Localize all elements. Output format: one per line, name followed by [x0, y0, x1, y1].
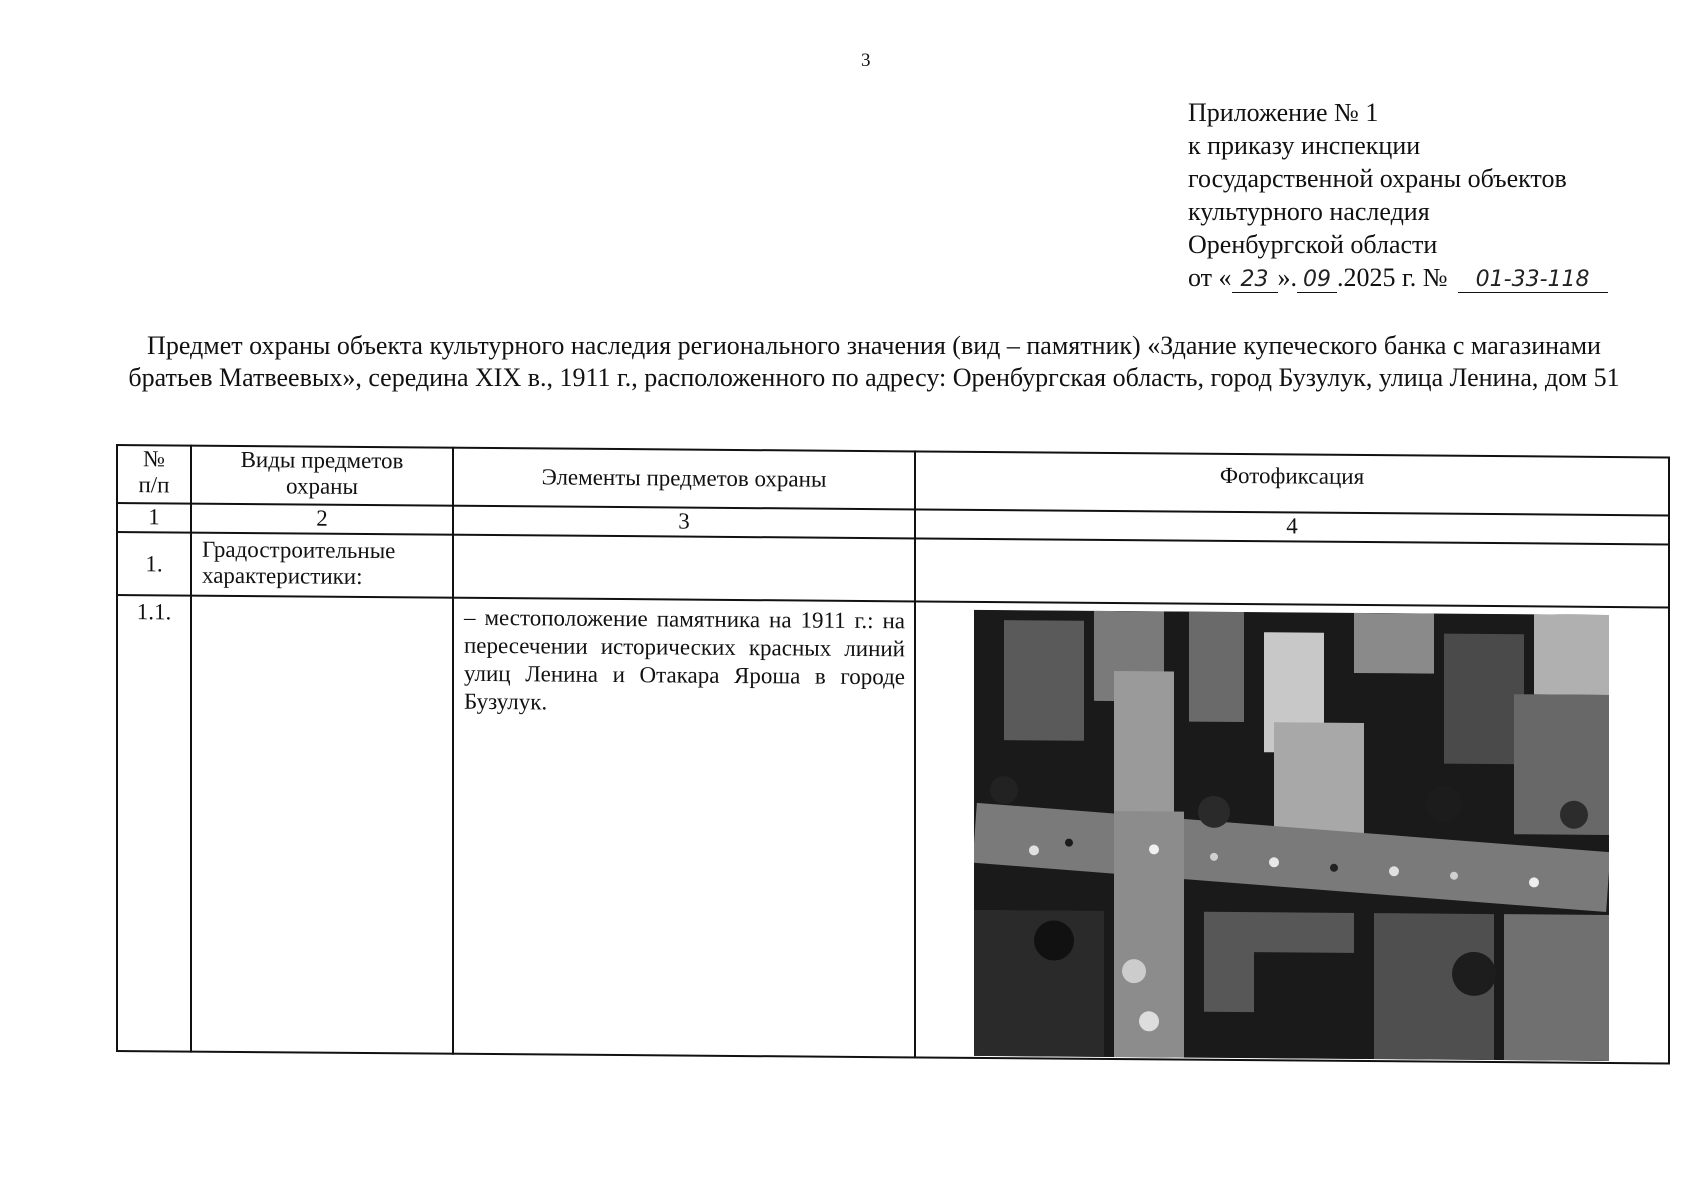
order-date-line — [1188, 261, 1608, 294]
appendix-line: Оренбургской области — [1188, 230, 1438, 259]
table-rule — [116, 594, 1670, 608]
table-rule — [914, 450, 916, 1058]
date-mid: ». — [1277, 263, 1298, 292]
page-number: 3 — [861, 50, 871, 71]
column-number: 4 — [1286, 513, 1298, 539]
appendix-line: к приказу инспекции — [1188, 131, 1421, 160]
date-prefix: от « — [1188, 263, 1232, 292]
header-protection-types: Виды предметов охраны — [240, 447, 404, 499]
aerial-photo-image — [974, 610, 1609, 1061]
appendix-line: культурного наследия — [1188, 197, 1430, 226]
table-rule — [116, 444, 118, 1052]
column-number: 1 — [148, 504, 160, 530]
column-number: 2 — [316, 505, 328, 531]
aerial-photo — [974, 610, 1609, 1061]
handwritten-month: 09 — [1297, 268, 1337, 293]
row-number: 1.1. — [136, 599, 172, 625]
table-rule — [190, 445, 192, 1053]
protection-table — [116, 444, 1670, 1064]
protection-element-text: – местоположение памятника на 1911 г.: на пересечении исторических красных линий улиц Ленина и Отакара Яроша в городе Бузулук. — [464, 604, 905, 715]
protection-type: Градостроительные характеристики: — [202, 536, 396, 589]
handwritten-order-number: 01-33-118 — [1458, 268, 1608, 293]
header-photo-fixation: Фотофиксация — [1219, 462, 1365, 490]
column-number: 3 — [678, 508, 690, 534]
row-number: 1. — [145, 551, 163, 577]
date-suffix: .2025 г. № — [1337, 263, 1448, 292]
appendix-block — [1188, 96, 1608, 294]
header-number: № п/п — [138, 446, 170, 498]
document-title: Предмет охраны объекта культурного наследия регионального значения (вид – памятник) «Здание купеческого банка с магазинами братьев Матвеевых», середина XIX в., 1911 г., расположенного по адресу: Оренбургская область, город Бузулук, улица Ленина, дом 51 — [128, 331, 1620, 392]
table-rule — [1668, 456, 1670, 1064]
appendix-line: Приложение № 1 — [1188, 98, 1379, 127]
header-protection-elements: Элементы предметов охраны — [541, 464, 827, 492]
handwritten-day: 23 — [1232, 268, 1278, 293]
appendix-line: государственной охраны объектов — [1188, 164, 1567, 193]
table-rule — [452, 447, 454, 1055]
